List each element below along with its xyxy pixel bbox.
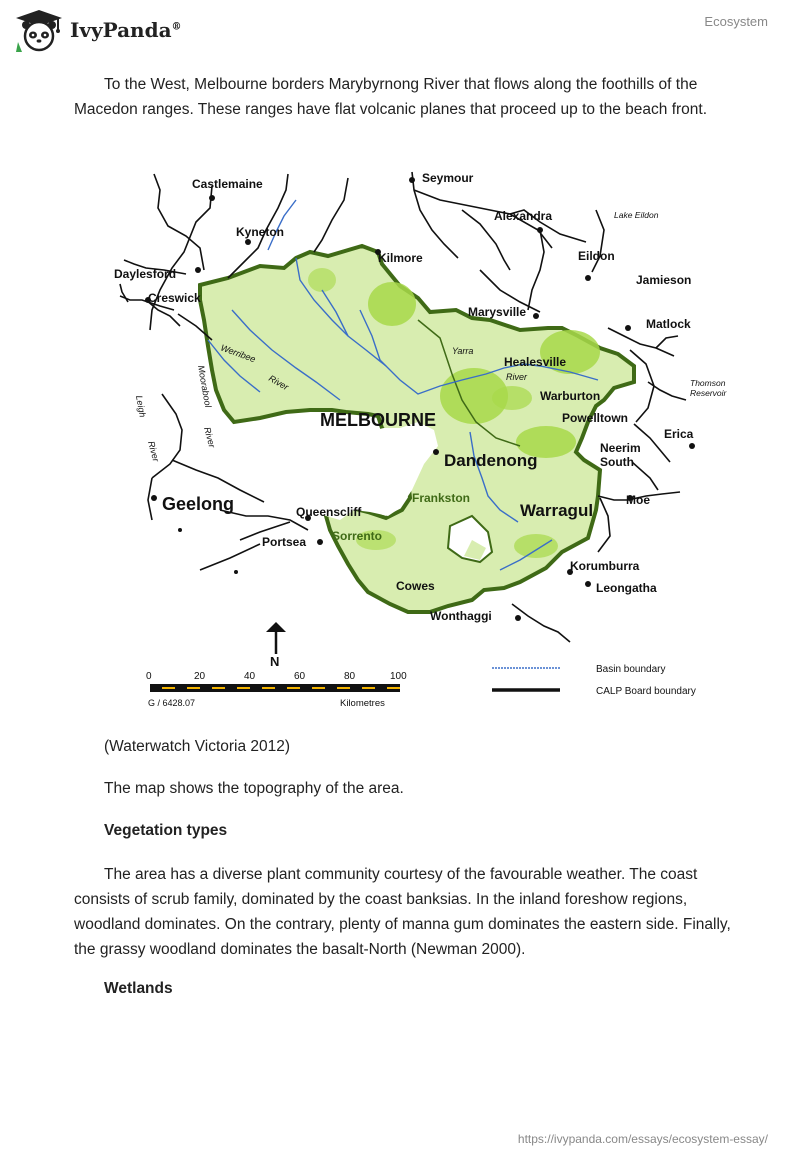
- scale-tick: 60: [294, 671, 306, 682]
- place-queenscliff: Queenscliff: [296, 505, 362, 519]
- place-lake-eildon: Lake Eildon: [614, 210, 659, 220]
- place-leongatha: Leongatha: [596, 581, 657, 595]
- panda-graduate-icon: [14, 8, 64, 52]
- scale-unit: Kilometres: [340, 698, 385, 709]
- place-eildon: Eildon: [578, 249, 615, 263]
- vegetation-patch: [492, 386, 532, 410]
- place-korumburra: Korumburra: [570, 559, 640, 573]
- label-leigh: Leigh: [134, 394, 148, 419]
- label-werribee: Werribee: [219, 342, 257, 365]
- scale-tick: 100: [390, 671, 407, 682]
- place-melbourne: MELBOURNE: [320, 410, 436, 430]
- map-legend: [492, 664, 696, 697]
- label-werribee-river: River: [267, 373, 291, 393]
- legend-calp: CALP Board boundary: [596, 686, 696, 697]
- scale-bar: [146, 671, 407, 709]
- place-moe: Moe: [626, 493, 650, 507]
- vegetation-patch: [368, 282, 416, 326]
- place-alexandra: Alexandra: [494, 209, 553, 223]
- label-leigh-river: River: [146, 439, 162, 463]
- label-reservoir: Reservoir: [690, 388, 727, 398]
- map-note: The map shows the topography of the area.: [104, 780, 404, 797]
- source-url[interactable]: https://ivypanda.com/essays/ecosystem-essay/: [517, 1132, 768, 1146]
- place-daylesford: Daylesford: [114, 267, 177, 281]
- heading-vegetation: Vegetation types: [104, 822, 228, 839]
- place-castlemaine: Castlemaine: [192, 177, 263, 191]
- place-healesville: Healesville: [504, 355, 567, 369]
- vegetation-patch: [308, 268, 336, 292]
- north-label: N: [270, 654, 280, 669]
- place-kilmore: Kilmore: [378, 251, 423, 265]
- place-powelltown: Powelltown: [562, 411, 628, 425]
- brand-name: IvyPanda: [70, 18, 172, 42]
- place-cowes: Cowes: [396, 579, 435, 593]
- citation: (Waterwatch Victoria 2012): [104, 738, 291, 755]
- place-geelong: Geelong: [162, 494, 235, 514]
- label-moorabool-river: River: [202, 425, 218, 449]
- place-erica: Erica: [664, 427, 694, 441]
- heading-wetlands: Wetlands: [104, 980, 173, 997]
- document-title-label: Ecosystem: [704, 14, 768, 29]
- place-portsea: Portsea: [262, 535, 307, 549]
- melbourne-region-map: [100, 160, 740, 720]
- map-code: G / 6428.07: [148, 698, 196, 708]
- place-sorrento: Sorrento: [332, 529, 383, 543]
- ivypanda-logo[interactable]: [14, 8, 182, 52]
- label-thomson: Thomson: [690, 378, 726, 388]
- vegetation-patch: [514, 534, 558, 558]
- place-warragul: Warragul: [520, 501, 594, 520]
- legend-basin: Basin boundary: [596, 664, 666, 675]
- place-jamieson: Jamieson: [636, 273, 692, 287]
- place-matlock: Matlock: [646, 317, 691, 331]
- place-dandenong: Dandenong: [444, 451, 538, 470]
- label-yarra-river: River: [506, 372, 528, 382]
- place-neerim: Neerim: [600, 441, 641, 455]
- place-warburton: Warburton: [540, 389, 601, 403]
- scale-tick: 20: [194, 671, 206, 682]
- place-neerim-south: South: [600, 455, 634, 469]
- north-arrow-icon: [266, 622, 286, 669]
- scale-tick: 0: [146, 671, 152, 682]
- place-frankston: Frankston: [412, 491, 471, 505]
- paragraph-intro: To the West, Melbourne borders Marybyrnong River that flows along the foothills of the Macedon ranges. These ranges have flat volcanic planes that proceed up to the beach front.: [74, 76, 708, 118]
- place-seymour: Seymour: [422, 171, 474, 185]
- place-creswick: Creswick: [148, 291, 201, 305]
- page-header: [0, 0, 800, 60]
- scale-tick: 40: [244, 671, 256, 682]
- place-wonthaggi: Wonthaggi: [430, 609, 492, 623]
- place-marysville: Marysville: [468, 305, 527, 319]
- label-yarra: Yarra: [452, 346, 474, 356]
- paragraph-vegetation: The area has a diverse plant community courtesy of the favourable weather. The coast consists of scrub family, dominated by the coast banksias. In the inland foreshow regions, woodland dominates. On the contrary, plenty of manna gum dominates the eastern side. Finally, the grassy woodland dominates the basalt-North (Newman 2000).: [74, 866, 731, 958]
- label-moorabool: Moorabool: [196, 364, 214, 409]
- place-kyneton: Kyneton: [236, 225, 284, 239]
- registered-mark: ®: [171, 21, 182, 33]
- scale-tick: 80: [344, 671, 356, 682]
